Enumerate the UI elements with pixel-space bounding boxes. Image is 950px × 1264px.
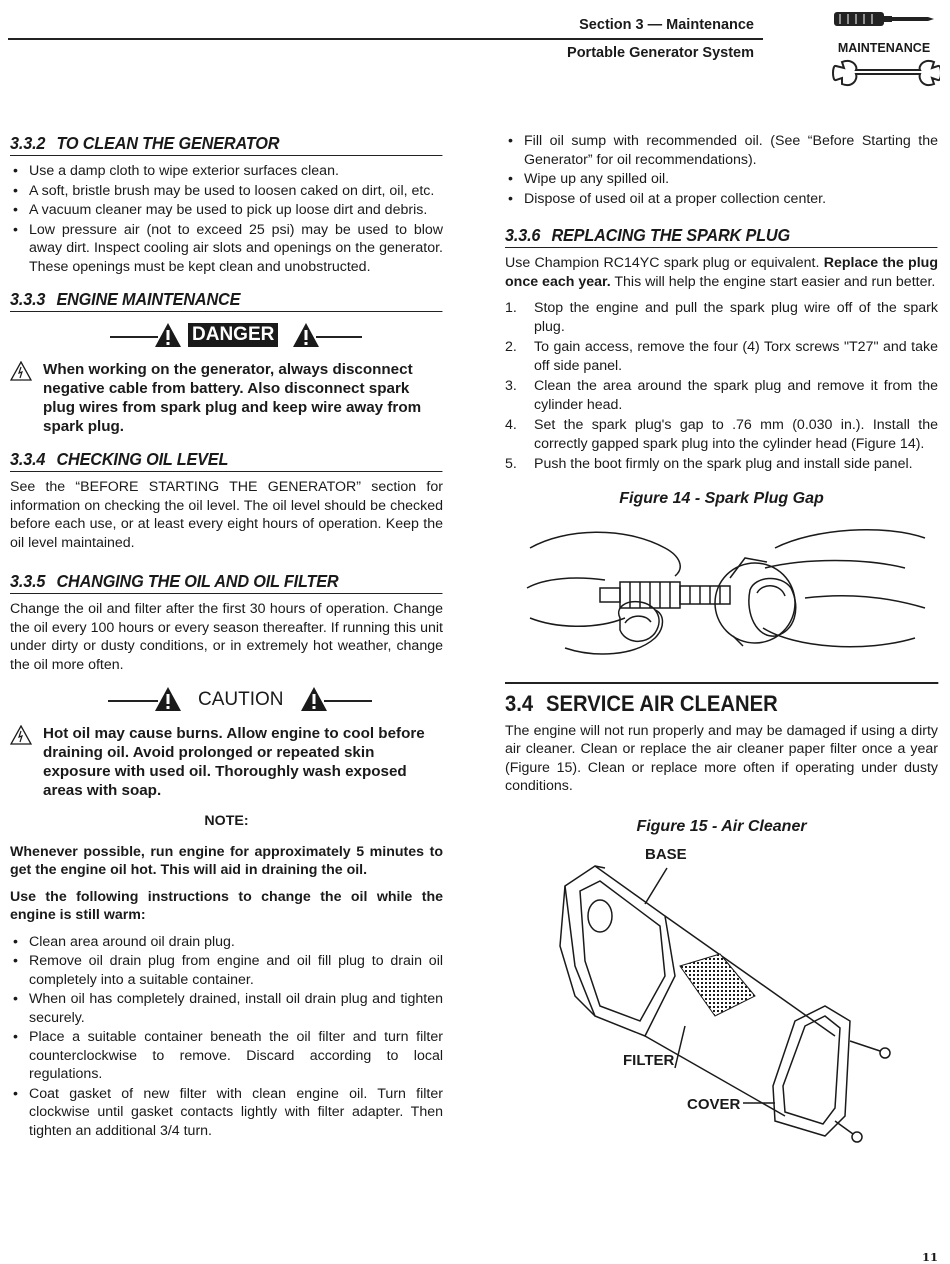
figure-14-caption: Figure 14 - Spark Plug Gap: [619, 489, 824, 507]
list-item: • When oil has completely drained, install oil drain plug and tighten securely.: [10, 990, 443, 1027]
heading-3-4: 3.4 SERVICE AIR CLEANER: [505, 682, 938, 718]
danger-warning: When working on the generator, always disconnect negative cable from battery. Also disconnect spark plug wires from spark plug and keep wire away from spark plug.: [10, 360, 443, 436]
oil-level-text: See the “BEFORE STARTING THE GENERATOR” section for information on checking the oil level. The oil level should be checked before each use, or at least every eight hours of operation. Keep the oil level maintained.: [10, 479, 443, 551]
hazard-outline-icon: [10, 725, 32, 745]
base-label: BASE: [645, 846, 687, 863]
page-number: 11: [921, 1250, 938, 1264]
warning-triangle-icon: [300, 686, 328, 712]
list-item: • Fill oil sump with recommended oil. (See “Before Starting the Generator” for oil recommendations).: [505, 132, 938, 169]
right-column: [505, 132, 938, 1146]
list-item: • Coat gasket of new filter with clean engine oil. Turn filter clockwise until gasket contacts lightly with filter adapter. Then tighten an additional 3/4 turn.: [10, 1085, 443, 1141]
air-cleaner-text: The engine will not run properly and may be damaged if using a dirty air cleaner. Clean or replace the air cleaner paper filter once a year (Figure 15). Clean or replace more often if operating under dusty conditions.: [505, 722, 938, 794]
oil-change-list: [10, 933, 443, 1141]
oil-change-text: Change the oil and filter after the first 30 hours of operation. Change the oil every 100 hours or every season thereafter. If running this unit under dirty or dusty conditions, or in extremely hot weather, change the oil more often.: [10, 601, 443, 673]
heading-3-3-4: 3.3.4 CHECKING OIL LEVEL: [10, 448, 443, 472]
warning-triangle-icon: [154, 686, 182, 712]
spark-plug-gap-figure: [505, 518, 938, 668]
air-cleaner-figure: [505, 846, 938, 1146]
list-item: • Dispose of used oil at a proper collection center.: [505, 190, 938, 209]
heading-3-3-6: 3.3.6 REPLACING THE SPARK PLUG: [505, 224, 938, 248]
note-body: Whenever possible, run engine for approximately 5 minutes to get the engine oil hot. This will aid in draining the oil.: [10, 843, 443, 878]
header-rule: [8, 38, 763, 40]
note-title: NOTE:: [204, 813, 249, 829]
danger-banner: [10, 320, 443, 354]
caution-warning: Hot oil may cause burns. Allow engine to cool before draining oil. Avoid prolonged or repeated skin exposure with used oil. Thoroughly wash exposed areas with soap.: [10, 724, 443, 800]
cover-label: COVER: [687, 1096, 741, 1113]
danger-label: DANGER: [188, 323, 278, 347]
list-item: • Remove oil drain plug from engine and oil fill plug to drain oil completely into a suitable container.: [10, 952, 443, 989]
header-section-title: Section 3 — Maintenance: [579, 17, 754, 33]
list-item: 2. To gain access, remove the four (4) Torx screws "T27" and take off side panel.: [505, 339, 938, 374]
list-item: 3. Clean the area around the spark plug and remove it from the cylinder head.: [505, 378, 938, 413]
header-subtitle: Portable Generator System: [567, 45, 754, 61]
oil-change-list-continued: [505, 132, 938, 208]
warning-triangle-icon: [292, 322, 320, 348]
maintenance-label: MAINTENANCE: [837, 41, 931, 55]
list-item: 1. Stop the engine and pull the spark plug wire off of the spark plug.: [505, 300, 938, 335]
heading-3-3-2: 3.3.2 TO CLEAN THE GENERATOR: [10, 132, 443, 156]
spark-plug-steps: [505, 299, 938, 474]
list-item: 4. Set the spark plug's gap to .76 mm (0.030 in.). Install the correctly gapped spark plug into the cylinder head (Figure 14).: [505, 417, 938, 452]
hazard-outline-icon: [10, 361, 32, 381]
oil-change-instructions: Use the following instructions to change the oil while the engine is still warm:: [10, 888, 443, 923]
caution-label: CAUTION: [198, 689, 284, 710]
list-item: 5. Push the boot firmly on the spark plug and install side panel.: [505, 456, 913, 472]
warning-triangle-icon: [154, 322, 182, 348]
heading-3-3-5: 3.3.5 CHANGING THE OIL AND OIL FILTER: [10, 570, 443, 594]
figure-15-caption: Figure 15 - Air Cleaner: [636, 817, 807, 835]
left-column: [10, 132, 443, 1141]
list-item: • Clean area around oil drain plug.: [10, 933, 443, 952]
list-item: • Use a damp cloth to wipe exterior surfaces clean.: [10, 162, 443, 181]
list-item: • A vacuum cleaner may be used to pick up loose dirt and debris.: [10, 201, 443, 220]
caution-banner: [10, 684, 443, 718]
list-item: • A soft, bristle brush may be used to loosen caked on dirt, oil, etc.: [10, 182, 443, 201]
list-item: • Wipe up any spilled oil.: [505, 170, 938, 189]
filter-label: FILTER: [623, 1052, 675, 1069]
list-item: • Low pressure air (not to exceed 25 psi) may be used to blow away dirt. Inspect cooling air slots and openings on the generator. These openings must be kept clean and unobstructed.: [10, 221, 443, 277]
heading-3-3-3: 3.3.3 ENGINE MAINTENANCE: [10, 288, 443, 312]
spark-plug-intro: Use Champion RC14YC spark plug or equivalent. Replace the plug once each year. This will help the engine start easier and run better.: [505, 255, 938, 290]
clean-generator-list: [10, 162, 443, 276]
list-item: • Place a suitable container beneath the oil filter and turn filter counterclockwise to remove. Discard according to local regulations.: [10, 1028, 443, 1084]
